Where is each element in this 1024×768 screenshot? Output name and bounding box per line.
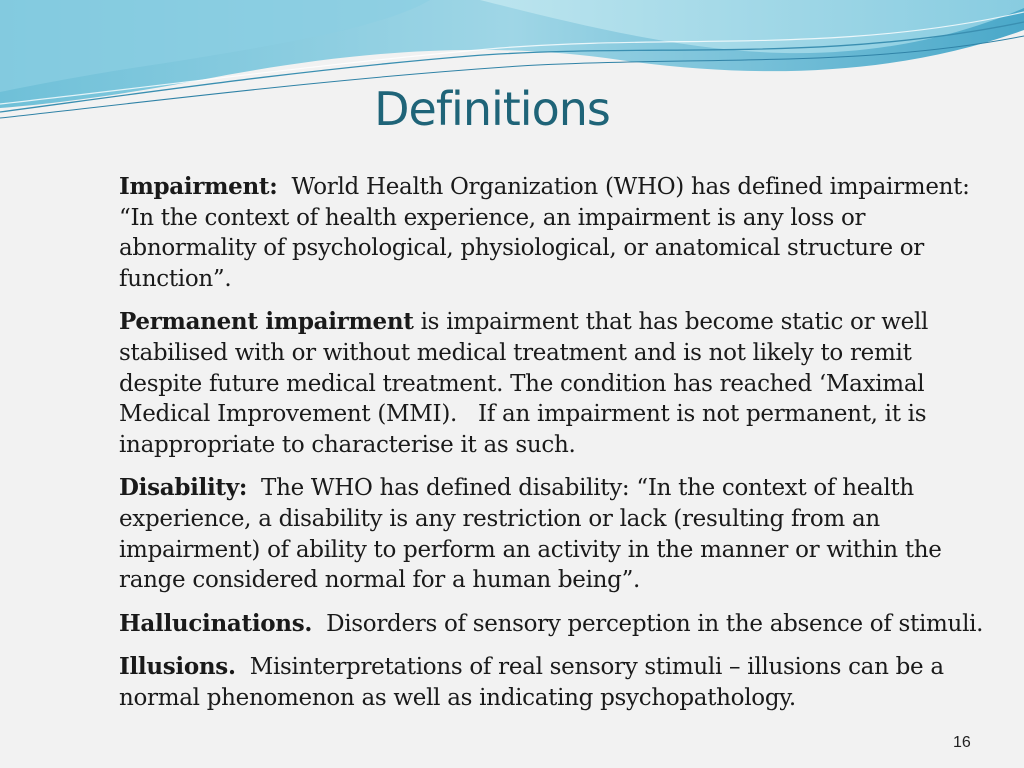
definition-permanent-impairment [119, 307, 989, 460]
definition-term: Hallucinations. [119, 609, 313, 637]
definition-text: Disorders of sensory perception in the absence of stimuli. [312, 610, 984, 637]
definition-illusions [119, 652, 989, 713]
definition-disability [119, 473, 989, 595]
definition-term: Impairment: [119, 173, 278, 200]
slide-title: Definitions [374, 82, 610, 136]
definition-term: Disability: [119, 474, 248, 502]
definition-text: is impairment that has become static or well stabilised with or without medical treatment and is not likely to remit despite future medical treatment. The condition has reached ‘Maximal Medical Improvement (MMI). If an impairment is not permanent, it is inappropriate to characterise it as such. [119, 309, 936, 458]
definition-term: Illusions. [119, 653, 236, 681]
page-number: 16 [953, 734, 971, 751]
definition-text: Misinterpretations of real sensory stimuli – illusions can be a normal phenomenon as well as indicating psychopathology. [119, 654, 951, 711]
definition-hallucinations [119, 609, 989, 640]
definitions-list [119, 172, 989, 727]
definition-text: World Health Organization (WHO) has defined impairment: “In the context of health experience, an impairment is any loss or abnormality of psychological, physiological, or anatomical structure or function”. [119, 174, 977, 292]
definition-term: Permanent impairment [119, 308, 414, 336]
definition-impairment [119, 172, 989, 294]
definition-text: The WHO has defined disability: “In the context of health experience, a disability is any restriction or lack (resulting from an impairment) of ability to perform an activity in the manner or within the range considered normal for a human being”. [119, 475, 949, 594]
